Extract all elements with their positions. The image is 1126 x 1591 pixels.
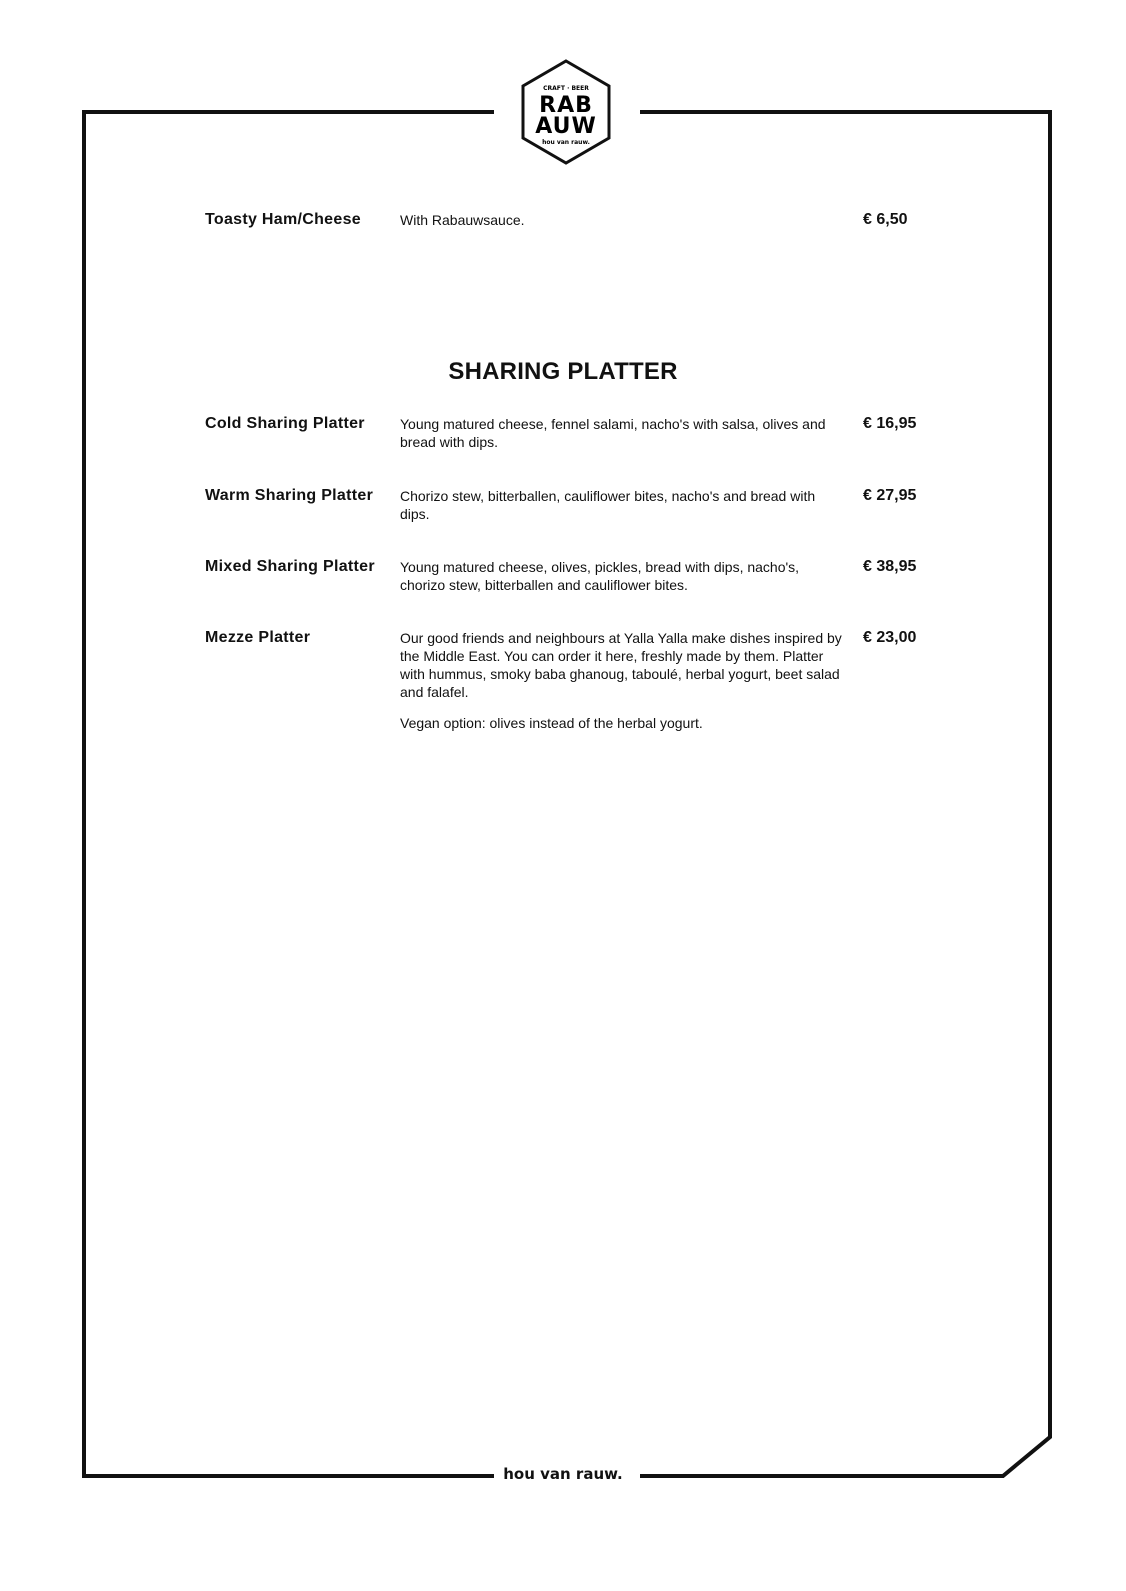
item-price: € 6,50 <box>863 211 908 228</box>
item-description: Young matured cheese, olives, pickles, bread with dips, nacho's, chorizo stew, bitterballen and cauliflower bites. <box>400 559 800 593</box>
item-description: With Rabauwsauce. <box>400 212 525 228</box>
item-name: Toasty Ham/Cheese <box>205 211 361 228</box>
logo-top-text: CRAFT · BEER <box>543 85 589 92</box>
item-note: Vegan option: olives instead of the herbal yogurt. <box>400 715 703 731</box>
item-name: Mezze Platter <box>205 629 311 646</box>
item-name: Mixed Sharing Platter <box>205 558 375 575</box>
footer-tagline: hou van rauw. <box>503 1465 623 1483</box>
item-name: Warm Sharing Platter <box>205 487 374 504</box>
item-price: € 38,95 <box>863 558 917 575</box>
logo-tagline: hou van rauw. <box>542 139 590 146</box>
item-description-text: Our good friends and neighbours at Yalla Yalla make dishes inspired by the Middle East. You can order it here, freshly made by them. Platter with hummus, smoky baba ghanoug, taboulé, herbal yogurt, beet salad and falafel. <box>400 630 842 700</box>
item-price: € 23,00 <box>863 629 917 646</box>
section-title: SHARING PLATTER <box>448 358 678 385</box>
item-description: Young matured cheese, fennel salami, nacho's with salsa, olives and bread with dips. <box>400 416 826 450</box>
item-description <box>400 629 846 745</box>
item-price: € 27,95 <box>863 487 917 504</box>
logo-line-1: RAB <box>539 93 593 118</box>
logo <box>518 58 614 166</box>
item-description: Chorizo stew, bitterballen, cauliflower bites, nacho's and bread with dips. <box>400 488 816 522</box>
logo-line-2: AUW <box>535 114 597 139</box>
item-price: € 16,95 <box>863 415 917 432</box>
item-name: Cold Sharing Platter <box>205 415 365 432</box>
